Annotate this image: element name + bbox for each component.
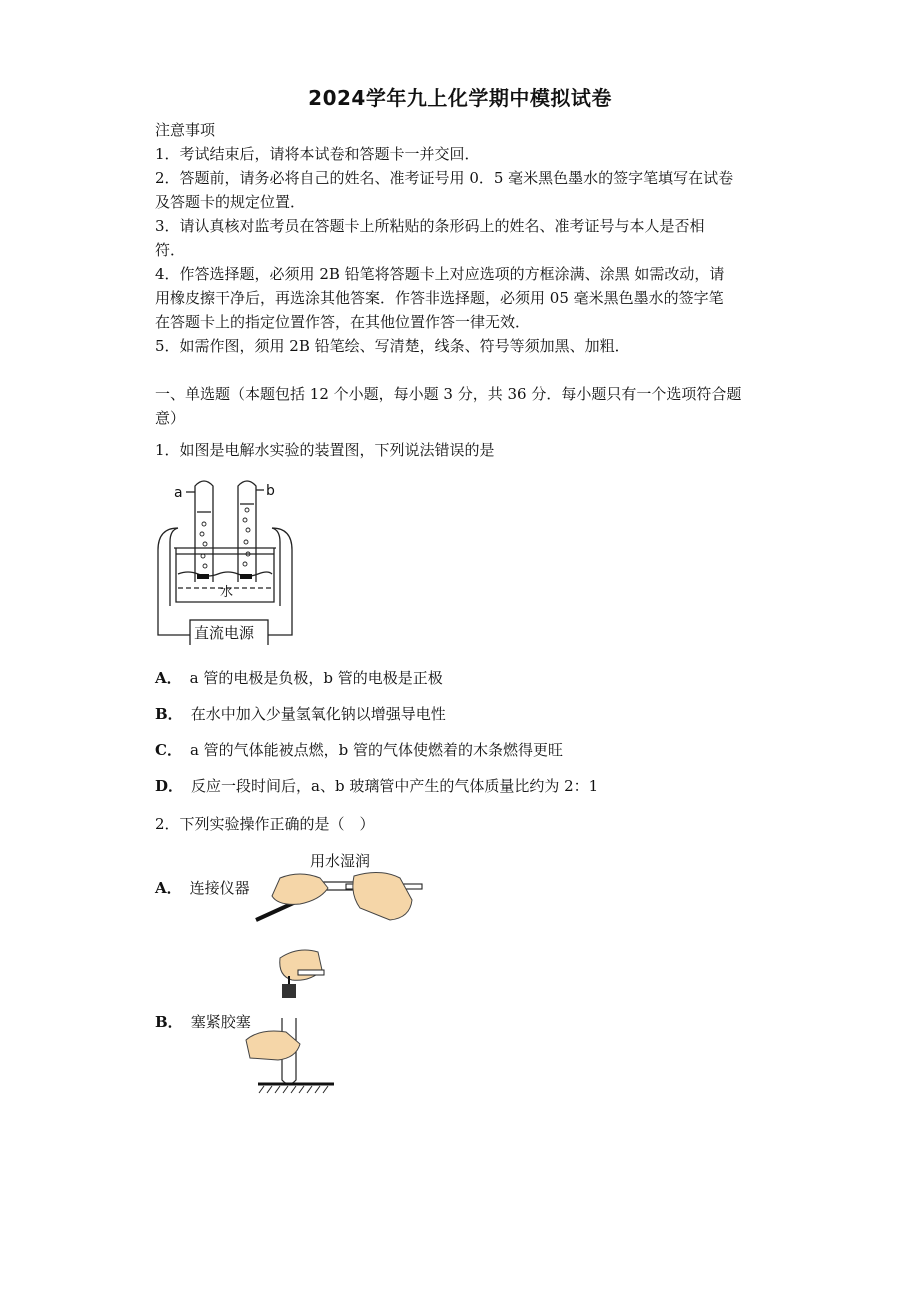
notice-line: 用橡皮擦干净后，再选涂其他答案．作答非选择题，必须用 05 毫米黑色墨水的签字笔	[155, 289, 724, 307]
section-heading: 一、单选题（本题包括 12 个小题，每小题 3 分，共 36 分．每小题只有一个选项符合题	[155, 385, 742, 403]
section-heading-cont: 意）	[155, 409, 186, 427]
notice-heading: 注意事项	[155, 121, 216, 139]
q2-option-b	[155, 1010, 251, 1034]
q1-option-a	[155, 666, 443, 690]
electrode-b	[240, 574, 252, 579]
option-text: 连接仪器	[189, 879, 250, 897]
option-text: a 管的气体能被点燃，b 管的气体使燃着的木条燃得更旺	[189, 741, 564, 759]
notice-line: 3．请认真核对监考员在答题卡上所粘贴的条形码上的姓名、准考证号与本人是否相	[155, 217, 705, 235]
option-letter: B．	[155, 705, 183, 723]
option-letter: D．	[155, 777, 184, 795]
option-letter: A．	[155, 879, 182, 897]
option-text: 塞紧胶塞	[190, 1013, 251, 1031]
option-letter: A．	[155, 669, 182, 687]
notice-line: 1．考试结束后，请将本试卷和答题卡一并交回．	[155, 145, 480, 163]
q1-option-d	[155, 774, 598, 798]
option-text: a 管的电极是负极，b 管的电极是正极	[189, 669, 443, 687]
option-letter: C．	[155, 741, 182, 759]
notice-line: 符．	[155, 241, 186, 259]
power-supply-label: 直流电源	[194, 624, 255, 642]
notice-line: 2．答题前，请务必将自己的姓名、准考证号用 0．5 毫米黑色墨水的签字笔填写在试卷	[155, 169, 734, 187]
notice-line: 5．如需作图，须用 2B 铅笔绘、写清楚，线条、符号等须加黑、加粗．	[155, 337, 630, 355]
electrode-a	[197, 574, 209, 579]
figure-caption: 用水湿润	[310, 852, 371, 870]
option-letter: B．	[155, 1013, 183, 1031]
q1-option-b	[155, 702, 446, 726]
notice-line: 在答题卡上的指定位置作答，在其他位置作答一律无效．	[155, 313, 531, 331]
tube-a-label: a	[174, 485, 183, 501]
notice-line: 4．作答选择题，必须用 2B 铅笔将答题卡上对应选项的方框涂满、涂黑 如需改动，请	[155, 265, 725, 283]
water-label: 水	[220, 585, 234, 600]
option-text: 在水中加入少量氢氧化钠以增强导电性	[190, 705, 446, 723]
q1-option-c	[155, 738, 563, 762]
connect-apparatus-figure	[250, 848, 425, 928]
insert-stopper-figure	[240, 940, 340, 1095]
option-text: 反应一段时间后，a、b 玻璃管中产生的气体质量比约为 2：1	[191, 777, 599, 795]
page-title: 2024学年九上化学期中模拟试卷	[308, 86, 612, 110]
question-1-stem: 1．如图是电解水实验的装置图，下列说法错误的是	[155, 441, 495, 459]
tube-b-label: b	[266, 483, 275, 499]
notice-line: 及答题卡的规定位置．	[155, 193, 306, 211]
question-2-stem: 2．下列实验操作正确的是（ ）	[155, 815, 375, 833]
electrolysis-apparatus-figure	[150, 470, 300, 645]
q2-option-a	[155, 876, 250, 900]
